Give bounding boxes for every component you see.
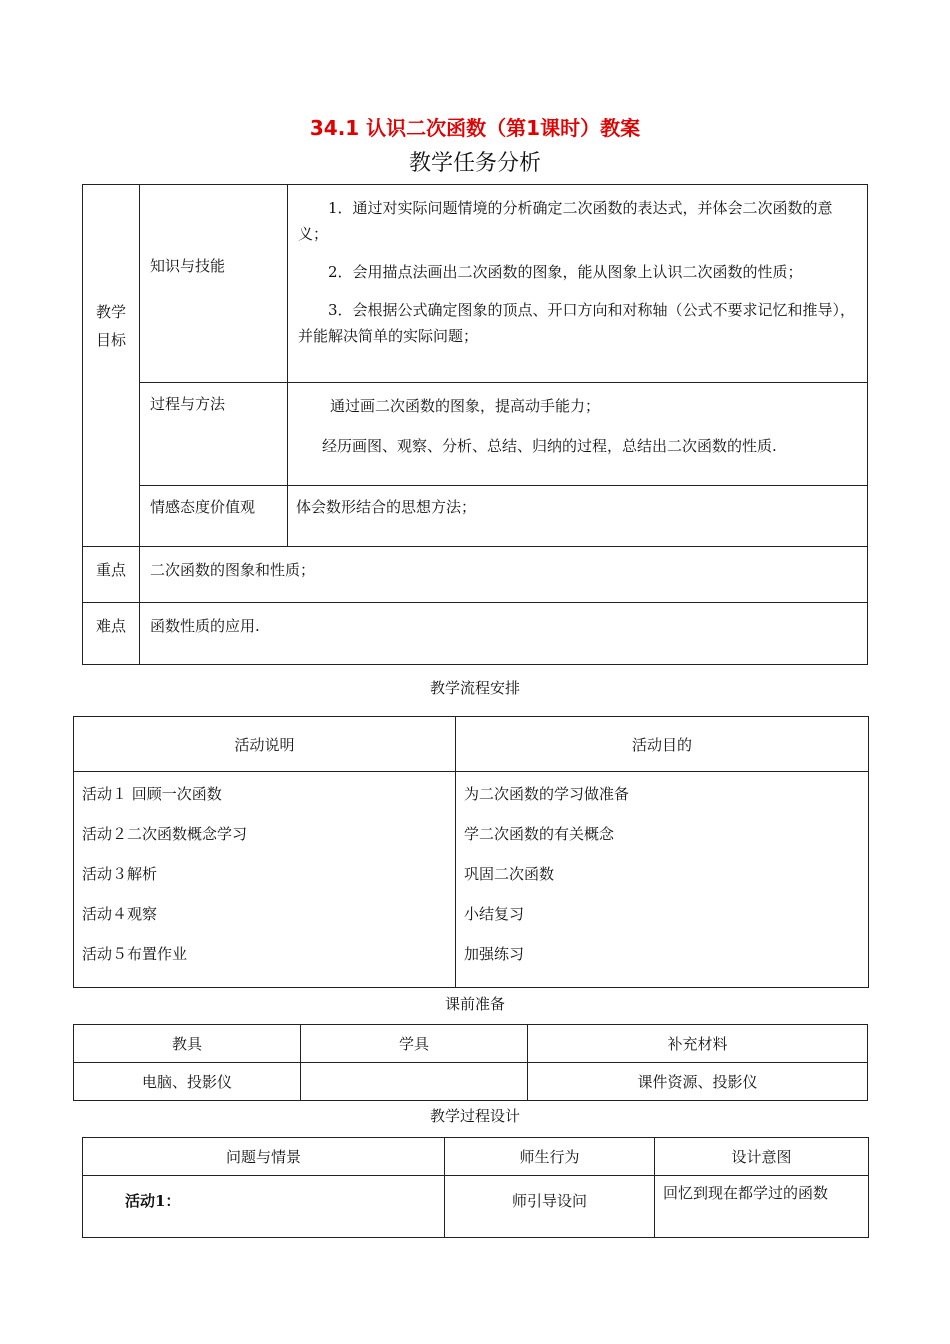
process-content-cell [288, 383, 868, 486]
task-analysis-table [82, 184, 868, 665]
prep-header: 补充材料 [667, 1035, 728, 1053]
design-intent-cell [655, 1176, 869, 1238]
design-header-cell [655, 1138, 869, 1176]
activities-cell [74, 772, 456, 988]
flow-header-left [74, 717, 456, 772]
activity-item: 活动３解析 [82, 865, 158, 883]
prep-header: 学具 [398, 1035, 429, 1053]
design-behavior: 师引导设问 [511, 1192, 587, 1210]
design-header-cell [83, 1138, 445, 1176]
prep-header-cell [528, 1025, 868, 1063]
process-label: 过程与方法 [150, 395, 226, 413]
purpose-item: 学二次函数的有关概念 [464, 825, 615, 843]
activity-item: 活动１ 回顾一次函数 [82, 785, 222, 803]
knowledge-item: 1．通过对实际问题情境的分析确定二次函数的表达式，并体会二次函数的意义； [298, 199, 833, 243]
key-label: 重点 [95, 561, 126, 579]
knowledge-content-cell [288, 185, 868, 383]
design-caption: 教学过程设计 [429, 1107, 520, 1125]
design-behavior-cell [445, 1176, 655, 1238]
prep-header-cell [74, 1025, 301, 1063]
flow-header-left-text: 活动说明 [234, 735, 295, 754]
key-content-cell [140, 547, 868, 603]
purpose-item: 小结复习 [464, 905, 525, 923]
goal-label: 教学 目标 [95, 302, 126, 349]
key-text: 二次函数的图象和性质； [150, 561, 316, 579]
knowledge-label: 知识与技能 [150, 257, 226, 275]
flow-caption: 教学流程安排 [429, 679, 520, 697]
purpose-item: 巩固二次函数 [464, 865, 555, 883]
section-title-task-analysis: 教学任务分析 [408, 151, 541, 176]
difficulty-label-cell [83, 603, 140, 665]
prep-caption: 课前准备 [444, 995, 505, 1013]
prep-header-cell [301, 1025, 528, 1063]
design-header-cell [445, 1138, 655, 1176]
emotion-label-cell [140, 486, 288, 547]
difficulty-text: 函数性质的应用. [150, 617, 260, 635]
process-item: 通过画二次函数的图象，提高动手能力； [330, 397, 601, 415]
purpose-item: 为二次函数的学习做准备 [464, 785, 630, 803]
goal-label-cell [83, 185, 140, 547]
process-item: 经历画图、观察、分析、总结、归纳的过程，总结出二次函数的性质. [322, 437, 777, 455]
difficulty-content-cell [140, 603, 868, 665]
emotion-label: 情感态度价值观 [150, 498, 256, 516]
difficulty-label: 难点 [95, 617, 126, 635]
activity-item: 活动４观察 [82, 905, 158, 923]
flow-header-right-text: 活动目的 [631, 735, 692, 754]
activity-item: 活动５布置作业 [82, 945, 188, 963]
design-intent: 回忆到现在都学过的函数 [663, 1184, 829, 1202]
design-header: 师生行为 [519, 1148, 580, 1166]
purpose-item: 加强练习 [464, 945, 525, 963]
prep-header: 教具 [171, 1035, 202, 1053]
key-label-cell [83, 547, 140, 603]
process-label-cell [140, 383, 288, 486]
prep-value-cell [301, 1063, 528, 1101]
emotion-text: 体会数形结合的思想方法； [296, 498, 477, 516]
design-header: 设计意图 [731, 1148, 792, 1166]
flow-header-right [456, 717, 869, 772]
prep-value: 电脑、投影仪 [141, 1073, 232, 1091]
document-title: 34.1 认识二次函数（第1课时）教案 [309, 116, 641, 140]
knowledge-label-cell [140, 185, 288, 383]
activity-item: 活动２二次函数概念学习 [82, 825, 248, 843]
prep-value: 课件资源、投影仪 [637, 1073, 758, 1091]
design-scene: 活动1： [125, 1192, 181, 1210]
emotion-content-cell [288, 486, 868, 547]
teaching-flow-table [73, 716, 869, 988]
preparation-table [73, 1024, 868, 1101]
design-header: 问题与情景 [225, 1148, 301, 1166]
prep-value-cell [528, 1063, 868, 1101]
prep-value-cell [74, 1063, 301, 1101]
design-scene-cell [83, 1176, 445, 1238]
knowledge-item: 2．会用描点法画出二次函数的图象，能从图象上认识二次函数的性质； [328, 263, 803, 281]
process-design-table [82, 1137, 869, 1238]
knowledge-item: 3．会根据公式确定图象的顶点、开口方向和对称轴（公式不要求记忆和推导），并能解决简单的实际问题； [298, 301, 856, 345]
purposes-cell [456, 772, 869, 988]
